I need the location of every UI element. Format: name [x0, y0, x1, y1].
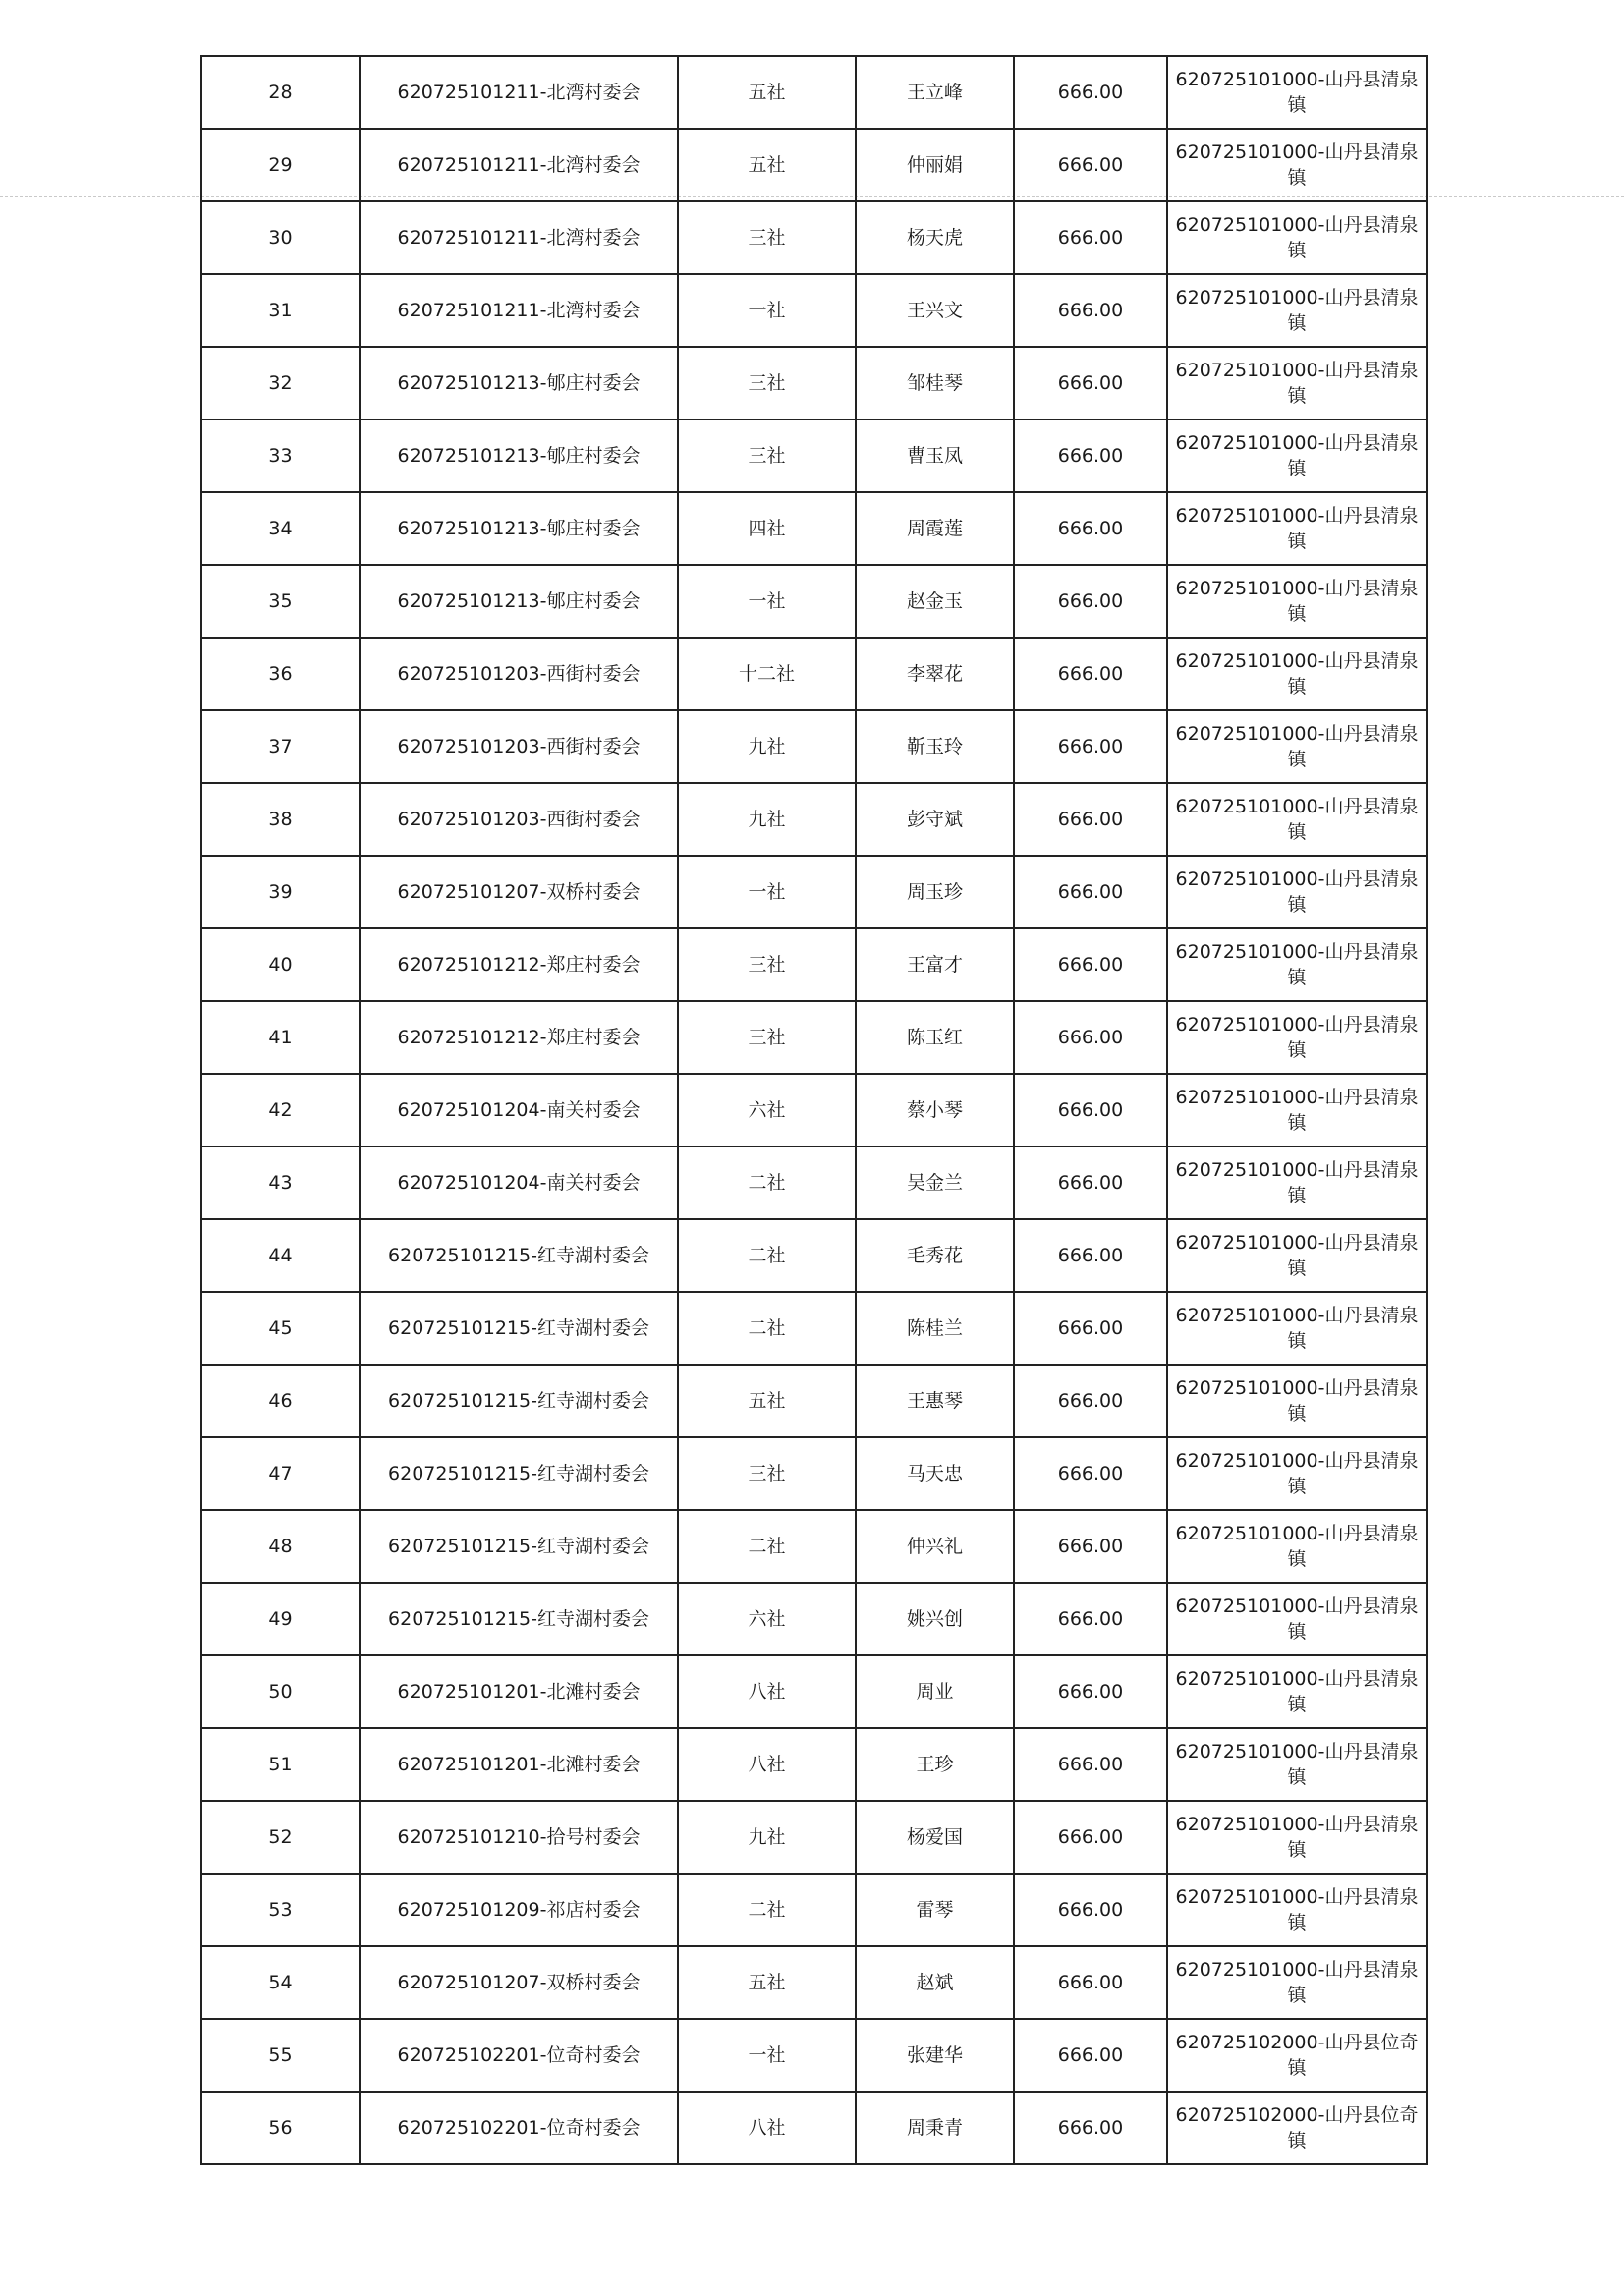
cell-seq: 42 [201, 1074, 360, 1147]
cell-town: 620725101000-山丹县清泉镇 [1167, 710, 1427, 783]
cell-village: 620725101203-西街村委会 [360, 638, 678, 710]
cell-village: 620725101212-郑庄村委会 [360, 1001, 678, 1074]
cell-village: 620725102201-位奇村委会 [360, 2019, 678, 2092]
cell-group: 一社 [678, 274, 856, 347]
cell-amount: 666.00 [1014, 1001, 1167, 1074]
cell-seq: 40 [201, 928, 360, 1001]
cell-seq: 29 [201, 129, 360, 201]
cell-group: 二社 [678, 1510, 856, 1583]
cell-village: 620725101201-北滩村委会 [360, 1655, 678, 1728]
cell-name: 陈桂兰 [856, 1292, 1014, 1365]
cell-town: 620725101000-山丹县清泉镇 [1167, 1074, 1427, 1147]
cell-amount: 666.00 [1014, 1147, 1167, 1219]
table-row [201, 129, 1427, 201]
cell-seq: 38 [201, 783, 360, 856]
cell-name: 赵斌 [856, 1946, 1014, 2019]
cell-group: 五社 [678, 1946, 856, 2019]
roster-table-body [201, 56, 1427, 2164]
cell-group: 二社 [678, 1874, 856, 1946]
cell-town: 620725102000-山丹县位奇镇 [1167, 2092, 1427, 2164]
cell-seq: 53 [201, 1874, 360, 1946]
cell-village: 620725101211-北湾村委会 [360, 129, 678, 201]
cell-name: 靳玉玲 [856, 710, 1014, 783]
cell-name: 王兴文 [856, 274, 1014, 347]
cell-seq: 55 [201, 2019, 360, 2092]
cell-amount: 666.00 [1014, 928, 1167, 1001]
roster-table [200, 55, 1428, 2165]
cell-group: 三社 [678, 1437, 856, 1510]
cell-village: 620725101215-红寺湖村委会 [360, 1365, 678, 1437]
cell-group: 五社 [678, 1365, 856, 1437]
cell-group: 三社 [678, 1001, 856, 1074]
cell-town: 620725101000-山丹县清泉镇 [1167, 1583, 1427, 1655]
cell-seq: 56 [201, 2092, 360, 2164]
cell-group: 六社 [678, 1583, 856, 1655]
cell-amount: 666.00 [1014, 638, 1167, 710]
table-row [201, 1074, 1427, 1147]
cell-village: 620725101213-郇庄村委会 [360, 420, 678, 492]
cell-group: 十二社 [678, 638, 856, 710]
cell-name: 杨爱国 [856, 1801, 1014, 1874]
table-row [201, 274, 1427, 347]
cell-seq: 52 [201, 1801, 360, 1874]
cell-amount: 666.00 [1014, 492, 1167, 565]
cell-amount: 666.00 [1014, 1365, 1167, 1437]
table-row [201, 565, 1427, 638]
cell-group: 八社 [678, 2092, 856, 2164]
cell-village: 620725101215-红寺湖村委会 [360, 1437, 678, 1510]
cell-group: 六社 [678, 1074, 856, 1147]
cell-name: 杨天虎 [856, 201, 1014, 274]
cell-name: 蔡小琴 [856, 1074, 1014, 1147]
cell-amount: 666.00 [1014, 565, 1167, 638]
cell-village: 620725102201-位奇村委会 [360, 2092, 678, 2164]
cell-group: 三社 [678, 420, 856, 492]
cell-amount: 666.00 [1014, 710, 1167, 783]
cell-village: 620725101204-南关村委会 [360, 1074, 678, 1147]
cell-village: 620725101211-北湾村委会 [360, 201, 678, 274]
cell-seq: 35 [201, 565, 360, 638]
cell-village: 620725101203-西街村委会 [360, 710, 678, 783]
cell-seq: 46 [201, 1365, 360, 1437]
cell-village: 620725101215-红寺湖村委会 [360, 1292, 678, 1365]
cell-village: 620725101207-双桥村委会 [360, 1946, 678, 2019]
cell-village: 620725101215-红寺湖村委会 [360, 1219, 678, 1292]
cell-name: 彭守斌 [856, 783, 1014, 856]
cell-seq: 44 [201, 1219, 360, 1292]
table-row [201, 1583, 1427, 1655]
cell-town: 620725101000-山丹县清泉镇 [1167, 1001, 1427, 1074]
cell-village: 620725101215-红寺湖村委会 [360, 1510, 678, 1583]
cell-seq: 43 [201, 1147, 360, 1219]
cell-seq: 54 [201, 1946, 360, 2019]
cell-village: 620725101211-北湾村委会 [360, 56, 678, 129]
table-row [201, 1437, 1427, 1510]
table-row [201, 1292, 1427, 1365]
cell-name: 王富才 [856, 928, 1014, 1001]
cell-town: 620725101000-山丹县清泉镇 [1167, 1147, 1427, 1219]
cell-town: 620725101000-山丹县清泉镇 [1167, 201, 1427, 274]
cell-town: 620725101000-山丹县清泉镇 [1167, 1292, 1427, 1365]
cell-amount: 666.00 [1014, 420, 1167, 492]
cell-amount: 666.00 [1014, 1437, 1167, 1510]
cell-seq: 39 [201, 856, 360, 928]
cell-name: 张建华 [856, 2019, 1014, 2092]
cell-name: 毛秀花 [856, 1219, 1014, 1292]
cell-town: 620725101000-山丹县清泉镇 [1167, 1219, 1427, 1292]
cell-amount: 666.00 [1014, 856, 1167, 928]
cell-group: 一社 [678, 565, 856, 638]
cell-amount: 666.00 [1014, 1874, 1167, 1946]
cell-name: 马天忠 [856, 1437, 1014, 1510]
cell-seq: 32 [201, 347, 360, 420]
cell-seq: 28 [201, 56, 360, 129]
cell-seq: 48 [201, 1510, 360, 1583]
cell-town: 620725101000-山丹县清泉镇 [1167, 928, 1427, 1001]
table-row [201, 928, 1427, 1001]
cell-group: 三社 [678, 347, 856, 420]
cell-amount: 666.00 [1014, 1655, 1167, 1728]
cell-town: 620725101000-山丹县清泉镇 [1167, 347, 1427, 420]
cell-seq: 50 [201, 1655, 360, 1728]
table-row [201, 2019, 1427, 2092]
cell-village: 620725101203-西街村委会 [360, 783, 678, 856]
cell-town: 620725101000-山丹县清泉镇 [1167, 856, 1427, 928]
cell-name: 仲丽娟 [856, 129, 1014, 201]
cell-seq: 36 [201, 638, 360, 710]
cell-town: 620725101000-山丹县清泉镇 [1167, 129, 1427, 201]
table-row [201, 1728, 1427, 1801]
cell-amount: 666.00 [1014, 2019, 1167, 2092]
cell-town: 620725101000-山丹县清泉镇 [1167, 492, 1427, 565]
table-row [201, 1365, 1427, 1437]
cell-amount: 666.00 [1014, 201, 1167, 274]
cell-name: 周业 [856, 1655, 1014, 1728]
cell-name: 周秉青 [856, 2092, 1014, 2164]
cell-seq: 49 [201, 1583, 360, 1655]
table-row [201, 492, 1427, 565]
cell-town: 620725101000-山丹县清泉镇 [1167, 420, 1427, 492]
cell-village: 620725101212-郑庄村委会 [360, 928, 678, 1001]
table-row [201, 1001, 1427, 1074]
cell-seq: 34 [201, 492, 360, 565]
cell-name: 周玉珍 [856, 856, 1014, 928]
cell-village: 620725101213-郇庄村委会 [360, 565, 678, 638]
cell-group: 五社 [678, 56, 856, 129]
cell-town: 620725101000-山丹县清泉镇 [1167, 1946, 1427, 2019]
cell-town: 620725101000-山丹县清泉镇 [1167, 1365, 1427, 1437]
cell-amount: 666.00 [1014, 1728, 1167, 1801]
cell-village: 620725101201-北滩村委会 [360, 1728, 678, 1801]
cell-group: 四社 [678, 492, 856, 565]
cell-amount: 666.00 [1014, 56, 1167, 129]
cell-amount: 666.00 [1014, 274, 1167, 347]
cell-group: 九社 [678, 783, 856, 856]
table-row [201, 1946, 1427, 2019]
cell-group: 二社 [678, 1147, 856, 1219]
cell-name: 王立峰 [856, 56, 1014, 129]
cell-amount: 666.00 [1014, 129, 1167, 201]
cell-name: 邹桂琴 [856, 347, 1014, 420]
cell-amount: 666.00 [1014, 2092, 1167, 2164]
cell-group: 一社 [678, 856, 856, 928]
cell-group: 二社 [678, 1219, 856, 1292]
cell-seq: 47 [201, 1437, 360, 1510]
cell-town: 620725101000-山丹县清泉镇 [1167, 56, 1427, 129]
cell-village: 620725101209-祁店村委会 [360, 1874, 678, 1946]
cell-amount: 666.00 [1014, 1583, 1167, 1655]
cell-group: 三社 [678, 201, 856, 274]
cell-village: 620725101213-郇庄村委会 [360, 347, 678, 420]
cell-village: 620725101215-红寺湖村委会 [360, 1583, 678, 1655]
cell-town: 620725101000-山丹县清泉镇 [1167, 1510, 1427, 1583]
cell-seq: 45 [201, 1292, 360, 1365]
cell-town: 620725101000-山丹县清泉镇 [1167, 1801, 1427, 1874]
cell-town: 620725102000-山丹县位奇镇 [1167, 2019, 1427, 2092]
cell-name: 姚兴创 [856, 1583, 1014, 1655]
cell-seq: 51 [201, 1728, 360, 1801]
table-row [201, 1801, 1427, 1874]
cell-group: 三社 [678, 928, 856, 1001]
cell-name: 赵金玉 [856, 565, 1014, 638]
table-row [201, 56, 1427, 129]
table-row [201, 1219, 1427, 1292]
cell-name: 王惠琴 [856, 1365, 1014, 1437]
cell-group: 八社 [678, 1655, 856, 1728]
cell-group: 九社 [678, 1801, 856, 1874]
table-row [201, 201, 1427, 274]
cell-seq: 31 [201, 274, 360, 347]
cell-name: 仲兴礼 [856, 1510, 1014, 1583]
cell-amount: 666.00 [1014, 1801, 1167, 1874]
cell-town: 620725101000-山丹县清泉镇 [1167, 565, 1427, 638]
cell-seq: 37 [201, 710, 360, 783]
cell-village: 620725101207-双桥村委会 [360, 856, 678, 928]
cell-village: 620725101210-拾号村委会 [360, 1801, 678, 1874]
cell-name: 曹玉凤 [856, 420, 1014, 492]
table-row [201, 783, 1427, 856]
cell-amount: 666.00 [1014, 1510, 1167, 1583]
table-row [201, 856, 1427, 928]
cell-amount: 666.00 [1014, 1292, 1167, 1365]
cell-name: 雷琴 [856, 1874, 1014, 1946]
cell-name: 周霞莲 [856, 492, 1014, 565]
cell-name: 吴金兰 [856, 1147, 1014, 1219]
cell-town: 620725101000-山丹县清泉镇 [1167, 1874, 1427, 1946]
table-row [201, 2092, 1427, 2164]
cell-town: 620725101000-山丹县清泉镇 [1167, 274, 1427, 347]
table-row [201, 1510, 1427, 1583]
cell-name: 王珍 [856, 1728, 1014, 1801]
cell-group: 五社 [678, 129, 856, 201]
cell-group: 九社 [678, 710, 856, 783]
table-row [201, 638, 1427, 710]
cell-village: 620725101211-北湾村委会 [360, 274, 678, 347]
cell-village: 620725101213-郇庄村委会 [360, 492, 678, 565]
table-row [201, 1874, 1427, 1946]
cell-seq: 30 [201, 201, 360, 274]
cell-name: 陈玉红 [856, 1001, 1014, 1074]
cell-group: 二社 [678, 1292, 856, 1365]
cell-town: 620725101000-山丹县清泉镇 [1167, 1437, 1427, 1510]
cell-town: 620725101000-山丹县清泉镇 [1167, 783, 1427, 856]
table-row [201, 1147, 1427, 1219]
cell-amount: 666.00 [1014, 1074, 1167, 1147]
table-row [201, 347, 1427, 420]
cell-amount: 666.00 [1014, 347, 1167, 420]
cell-group: 八社 [678, 1728, 856, 1801]
cell-group: 一社 [678, 2019, 856, 2092]
cell-amount: 666.00 [1014, 1219, 1167, 1292]
table-row [201, 710, 1427, 783]
cell-name: 李翠花 [856, 638, 1014, 710]
cell-seq: 33 [201, 420, 360, 492]
table-row [201, 1655, 1427, 1728]
table-row [201, 420, 1427, 492]
cell-amount: 666.00 [1014, 783, 1167, 856]
cell-town: 620725101000-山丹县清泉镇 [1167, 638, 1427, 710]
cell-town: 620725101000-山丹县清泉镇 [1167, 1728, 1427, 1801]
cell-seq: 41 [201, 1001, 360, 1074]
cell-town: 620725101000-山丹县清泉镇 [1167, 1655, 1427, 1728]
cell-village: 620725101204-南关村委会 [360, 1147, 678, 1219]
cell-amount: 666.00 [1014, 1946, 1167, 2019]
